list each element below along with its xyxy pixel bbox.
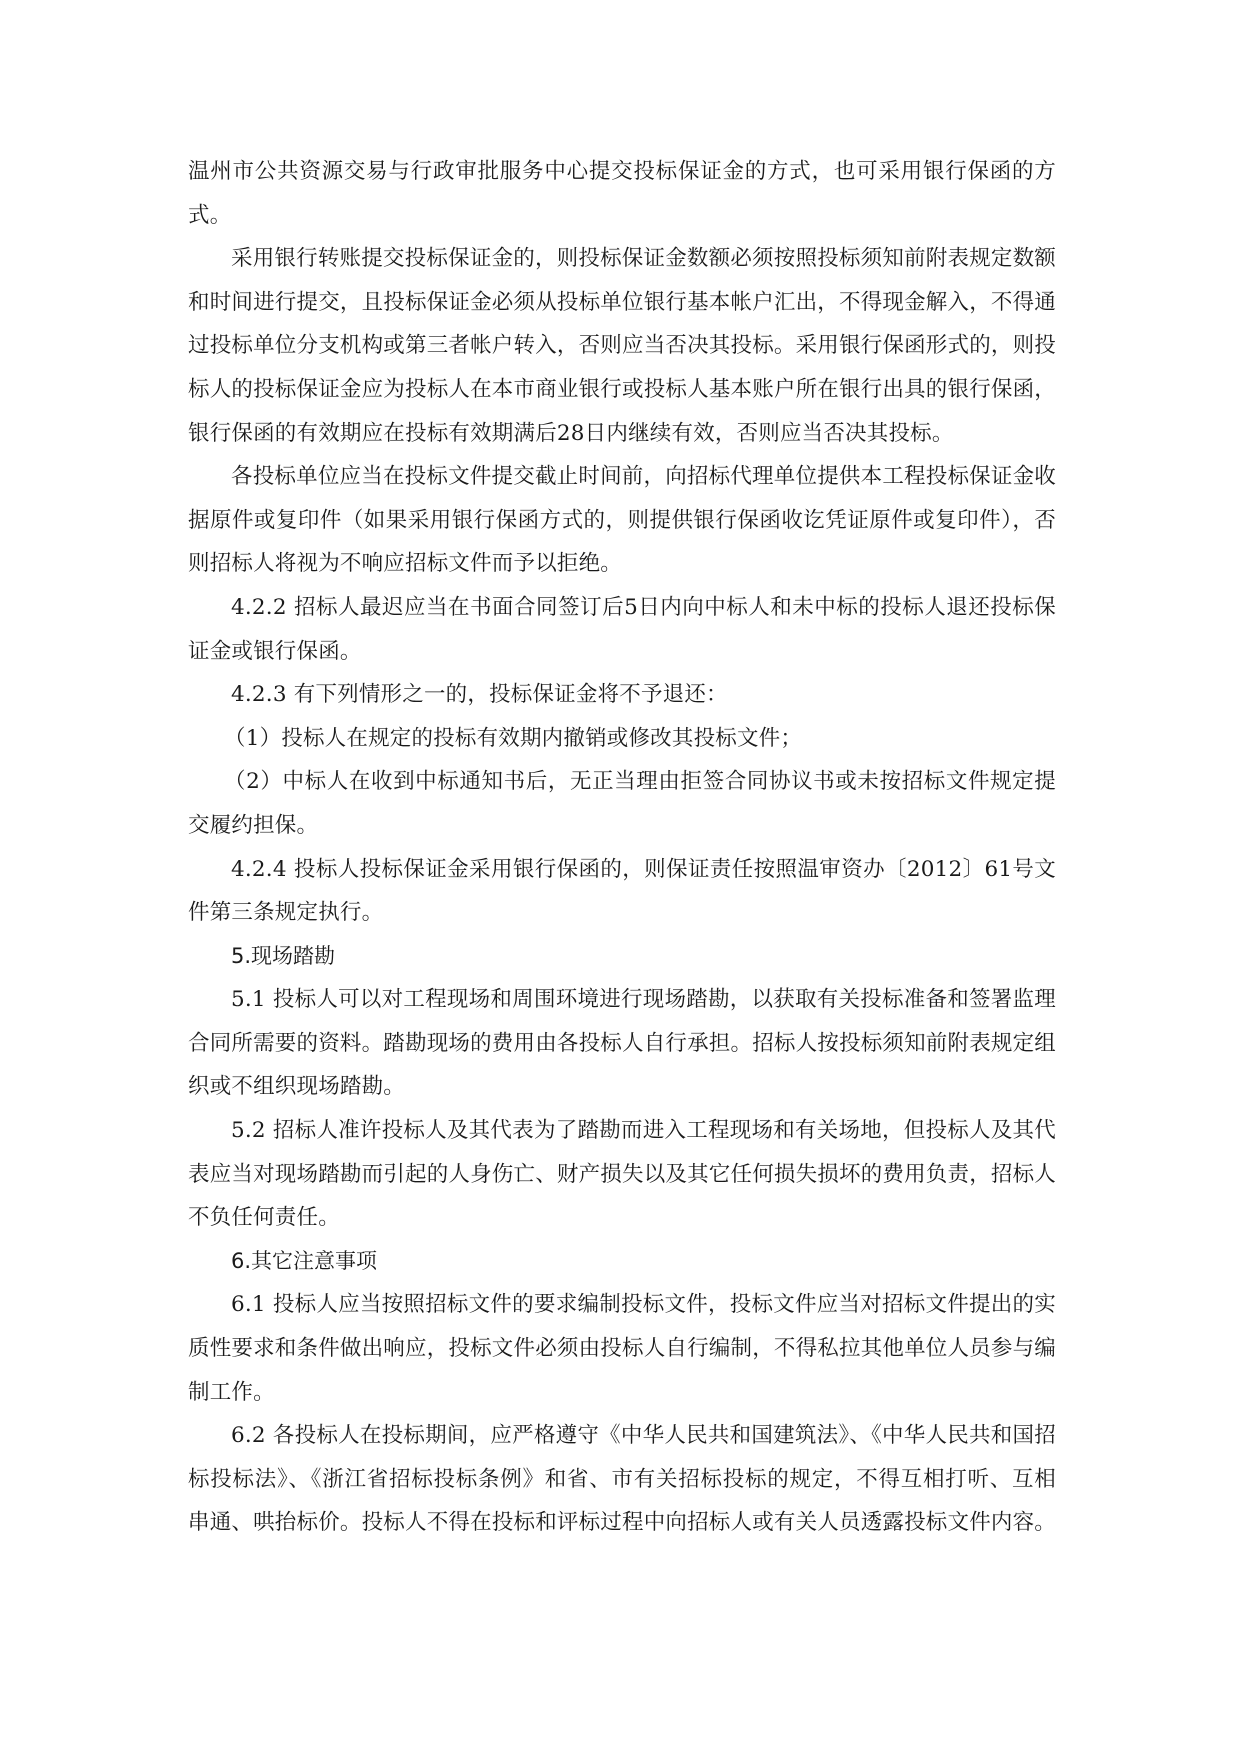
paragraph-5-2: 5.2 招标人准许投标人及其代表为了踏勘而进入工程现场和有关场地，但投标人及其代表应当对现场踏勘而引起的人身伤亡、财产损失以及其它任何损失损坏的费用负责，招标人不负任何责任。 (188, 1118, 1057, 1231)
paragraph-5-1: 5.1 投标人可以对工程现场和周围环境进行现场踏勘，以获取有关投标准备和签署监理合同所需要的资料。踏勘现场的费用由各投标人自行承担。招标人按投标须知前附表规定组织或不组织现场踏勘。 (188, 987, 1057, 1100)
paragraph-4-2-3-item-1: （1）投标人在规定的投标有效期内撤销或修改其投标文件； (224, 725, 803, 751)
paragraph-4-2-3: 4.2.3 有下列情形之一的，投标保证金将不予退还： (231, 682, 728, 708)
paragraph-guarantee-method: 温州市公共资源交易与行政审批服务中心提交投标保证金的方式，也可采用银行保函的方式。 (188, 159, 1056, 228)
section-heading-6: 6.其它注意事项 (231, 1248, 378, 1273)
section-heading-5: 5.现场踏勘 (231, 943, 336, 968)
document-page (188, 150, 1056, 1545)
paragraph-bank-transfer: 采用银行转账提交投标保证金的，则投标保证金数额必须按照投标须知前附表规定数额和时间进行提交，且投标保证金必须从投标单位银行基本帐户汇出，不得现金解入，不得通过投标单位分支机构或第三者帐户转入，否则应当否决其投标。采用银行保函形式的，则投标人的投标保证金应为投标人在本市商业银行或投标人基本账户所在银行出具的银行保函，银行保函的有效期应在投标有效期满后28日内继续有效，否则应当否决其投标。 (188, 246, 1057, 446)
paragraph-4-2-2: 4.2.2 招标人最迟应当在书面合同签订后5日内向中标人和未中标的投标人退还投标保证金或银行保函。 (188, 594, 1056, 664)
paragraph-4-2-4: 4.2.4 投标人投标保证金采用银行保函的，则保证责任按照温审资办〔2012〕61号文件第三条规定执行。 (188, 856, 1056, 926)
paragraph-6-1: 6.1 投标人应当按照招标文件的要求编制投标文件，投标文件应当对招标文件提出的实质性要求和条件做出响应，投标文件必须由投标人自行编制，不得私拉其他单位人员参与编制工作。 (188, 1292, 1057, 1405)
paragraph-receipt-submission: 各投标单位应当在投标文件提交截止时间前，向招标代理单位提供本工程投标保证金收据原件或复印件（如果采用银行保函方式的，则提供银行保函收讫凭证原件或复印件），否则招标人将视为不响应招标文件而予以拒绝。 (188, 464, 1056, 577)
paragraph-4-2-3-item-2: （2）中标人在收到中标通知书后，无正当理由拒签合同协议书或未按招标文件规定提交履约担保。 (188, 769, 1056, 838)
paragraph-6-2: 6.2 各投标人在投标期间，应严格遵守《中华人民共和国建筑法》、《中华人民共和国招标投标法》、《浙江省招标投标条例》和省、市有关招标投标的规定，不得互相打听、互相串通、哄抬标价。投标人不得在投标和评标过程中向招标人或有关人员透露投标文件内容。 (188, 1423, 1057, 1536)
